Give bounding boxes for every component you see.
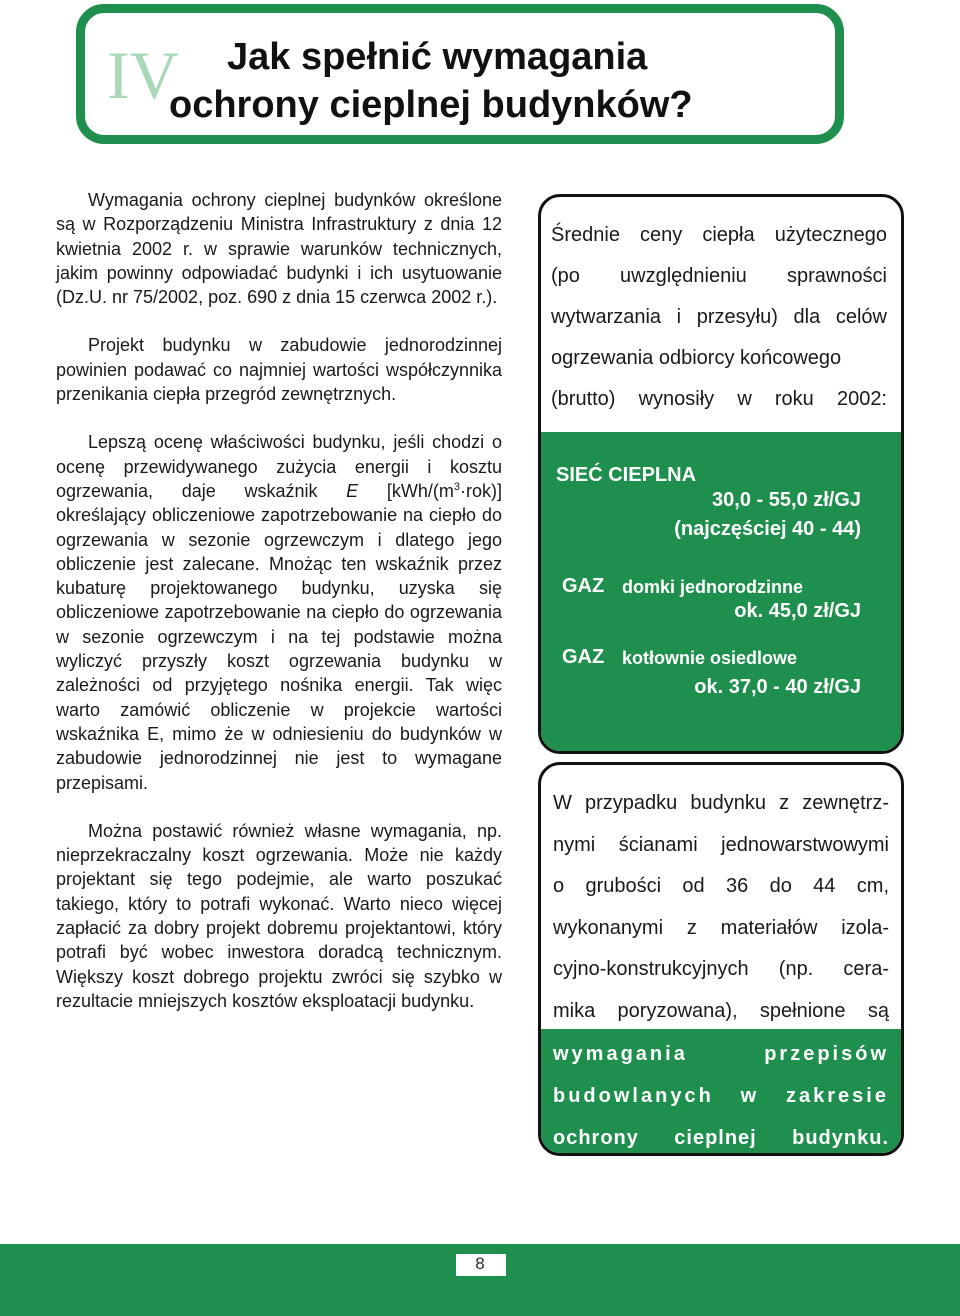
price-intro-line: (brutto) wynosiły w roku 2002: — [551, 388, 887, 410]
price-intro-line: (po uwzględnieniu sprawności — [551, 265, 887, 287]
gas-boiler-price: ok. 37,0 - 40 zł/GJ — [694, 676, 861, 698]
page-number: 8 — [475, 1254, 485, 1273]
wall-text-line: mika poryzowana), spełnione są — [553, 999, 889, 1022]
price-list-panel — [541, 432, 901, 751]
paragraph-indicator-text-c: ·rok)] określający obliczeniowe zapotrzebowanie na ciepło do ogrzewania w sezonie ogrzewczym i dlatego jego obliczenie jest zalecane. Mnożąc ten wskaźnik przez kubaturę projektowanego budynku, uzyska się obliczeniowe zapotrzebowanie na ciepło do ogrzewania w sezonie ogrzewczym i na tej podstawie można wyliczyć przyszły koszt ogrzewania budynku w zależności od przyjętego nośnika energii. Tak więc warto zamówić obliczenie w projekcie wartości wskaźnika E, mimo że w odniesieniu do budynków w zabudowie jednorodzinnej nie jest to wymagane przepisami. — [56, 480, 502, 793]
wall-text-line: nymi ścianami jednowarstwowymi — [553, 833, 889, 856]
district-heating-label: SIEĆ CIEPLNA — [556, 464, 697, 486]
district-heating-note: (najczęściej 40 - 44) — [674, 518, 861, 540]
price-intro — [551, 215, 887, 420]
wall-conclusion-panel — [541, 1029, 901, 1153]
paragraph-indicator — [56, 430, 502, 794]
heat-price-box — [538, 194, 904, 754]
gas-label: GAZ — [562, 575, 605, 597]
wall-text-line: W przypadku budynku z zewnętrz- — [553, 792, 889, 814]
chapter-header — [76, 4, 844, 144]
wall-text-line: cyjno-konstrukcyjnych (np. cera- — [553, 958, 889, 980]
price-intro-line: wytwarzania i przesyłu) dla celów — [551, 306, 887, 328]
gas-boiler-desc: kotłownie osiedlowe — [622, 648, 798, 668]
price-intro-line: ogrzewania odbiorcy końcowego — [551, 347, 842, 369]
gas-houses-price: ok. 45,0 zł/GJ — [734, 600, 861, 622]
wall-text — [553, 783, 889, 1032]
price-intro-line: Średnie ceny ciepła użytecznego — [551, 224, 887, 246]
gas-houses-desc: domki jednorodzinne — [622, 577, 804, 597]
paragraph-own-requirements: Można postawić również własne wymagania, np. nieprzekraczalny koszt ogrzewania. Może nie każdy projektant się tego podejmie, ale warto poszukać takiego, który to potrafi wykonać. Warto nieco więcej zapłacić za dobry projekt dobremu projektantowi, który potrafi być wobec inwestora doradcą technicznym. Większy koszt dobrego projektu zwróci się szybko w rezultacie mniejszych kosztów eksploatacji budynku. — [56, 820, 502, 1011]
wall-conclusion-line: wymagania przepisów — [553, 1043, 889, 1065]
chapter-number: IV — [107, 37, 179, 113]
paragraph-indicator-text-b: [kWh/(m — [358, 480, 454, 501]
chapter-title-line1: Jak spełnić wymagania — [227, 36, 648, 78]
indicator-symbol: E — [346, 480, 359, 501]
paragraph-indicator-text-a: Lepszą ocenę właściwości budynku, jeśli chodzi o ocenę przewidywanego zużycia energii i kosztu ogrzewania, daje wskaźnik — [56, 432, 502, 501]
wall-conclusion-line: budowlanych w zakresie — [553, 1085, 889, 1107]
superscript: 3 — [453, 480, 460, 493]
single-layer-wall-box — [538, 762, 904, 1156]
district-heating-price: 30,0 - 55,0 zł/GJ — [712, 489, 861, 511]
paragraph-project: Projekt budynku w zabudowie jednorodzinnej powinien podawać co najmniej wartości współczynnika przenikania ciepła przegród zewnętrznych. — [56, 335, 502, 405]
paragraph-regulation: Wymagania ochrony cieplnej budynków określone są w Rozporządzeniu Ministra Infrastruktury z dnia 12 kwietnia 2002 r. w sprawie warunków technicznych, jakim powinny odpowiadać budynki i ich usytuowanie (Dz.U. nr 75/2002, poz. 690 z dnia 15 czerwca 2002 r.). — [56, 190, 502, 308]
wall-text-line: wykonanymi z materiałów izola- — [553, 916, 889, 939]
wall-conclusion-line: ochrony cieplnej budynku. — [553, 1127, 889, 1149]
gas-label: GAZ — [562, 646, 605, 668]
main-text-column — [56, 188, 502, 1013]
page-footer — [0, 1244, 960, 1316]
wall-text-line: o grubości od 36 do 44 cm, — [553, 875, 889, 897]
wall-conclusion-text — [553, 1033, 889, 1156]
chapter-title-line2: ochrony cieplnej budynków? — [169, 84, 693, 126]
